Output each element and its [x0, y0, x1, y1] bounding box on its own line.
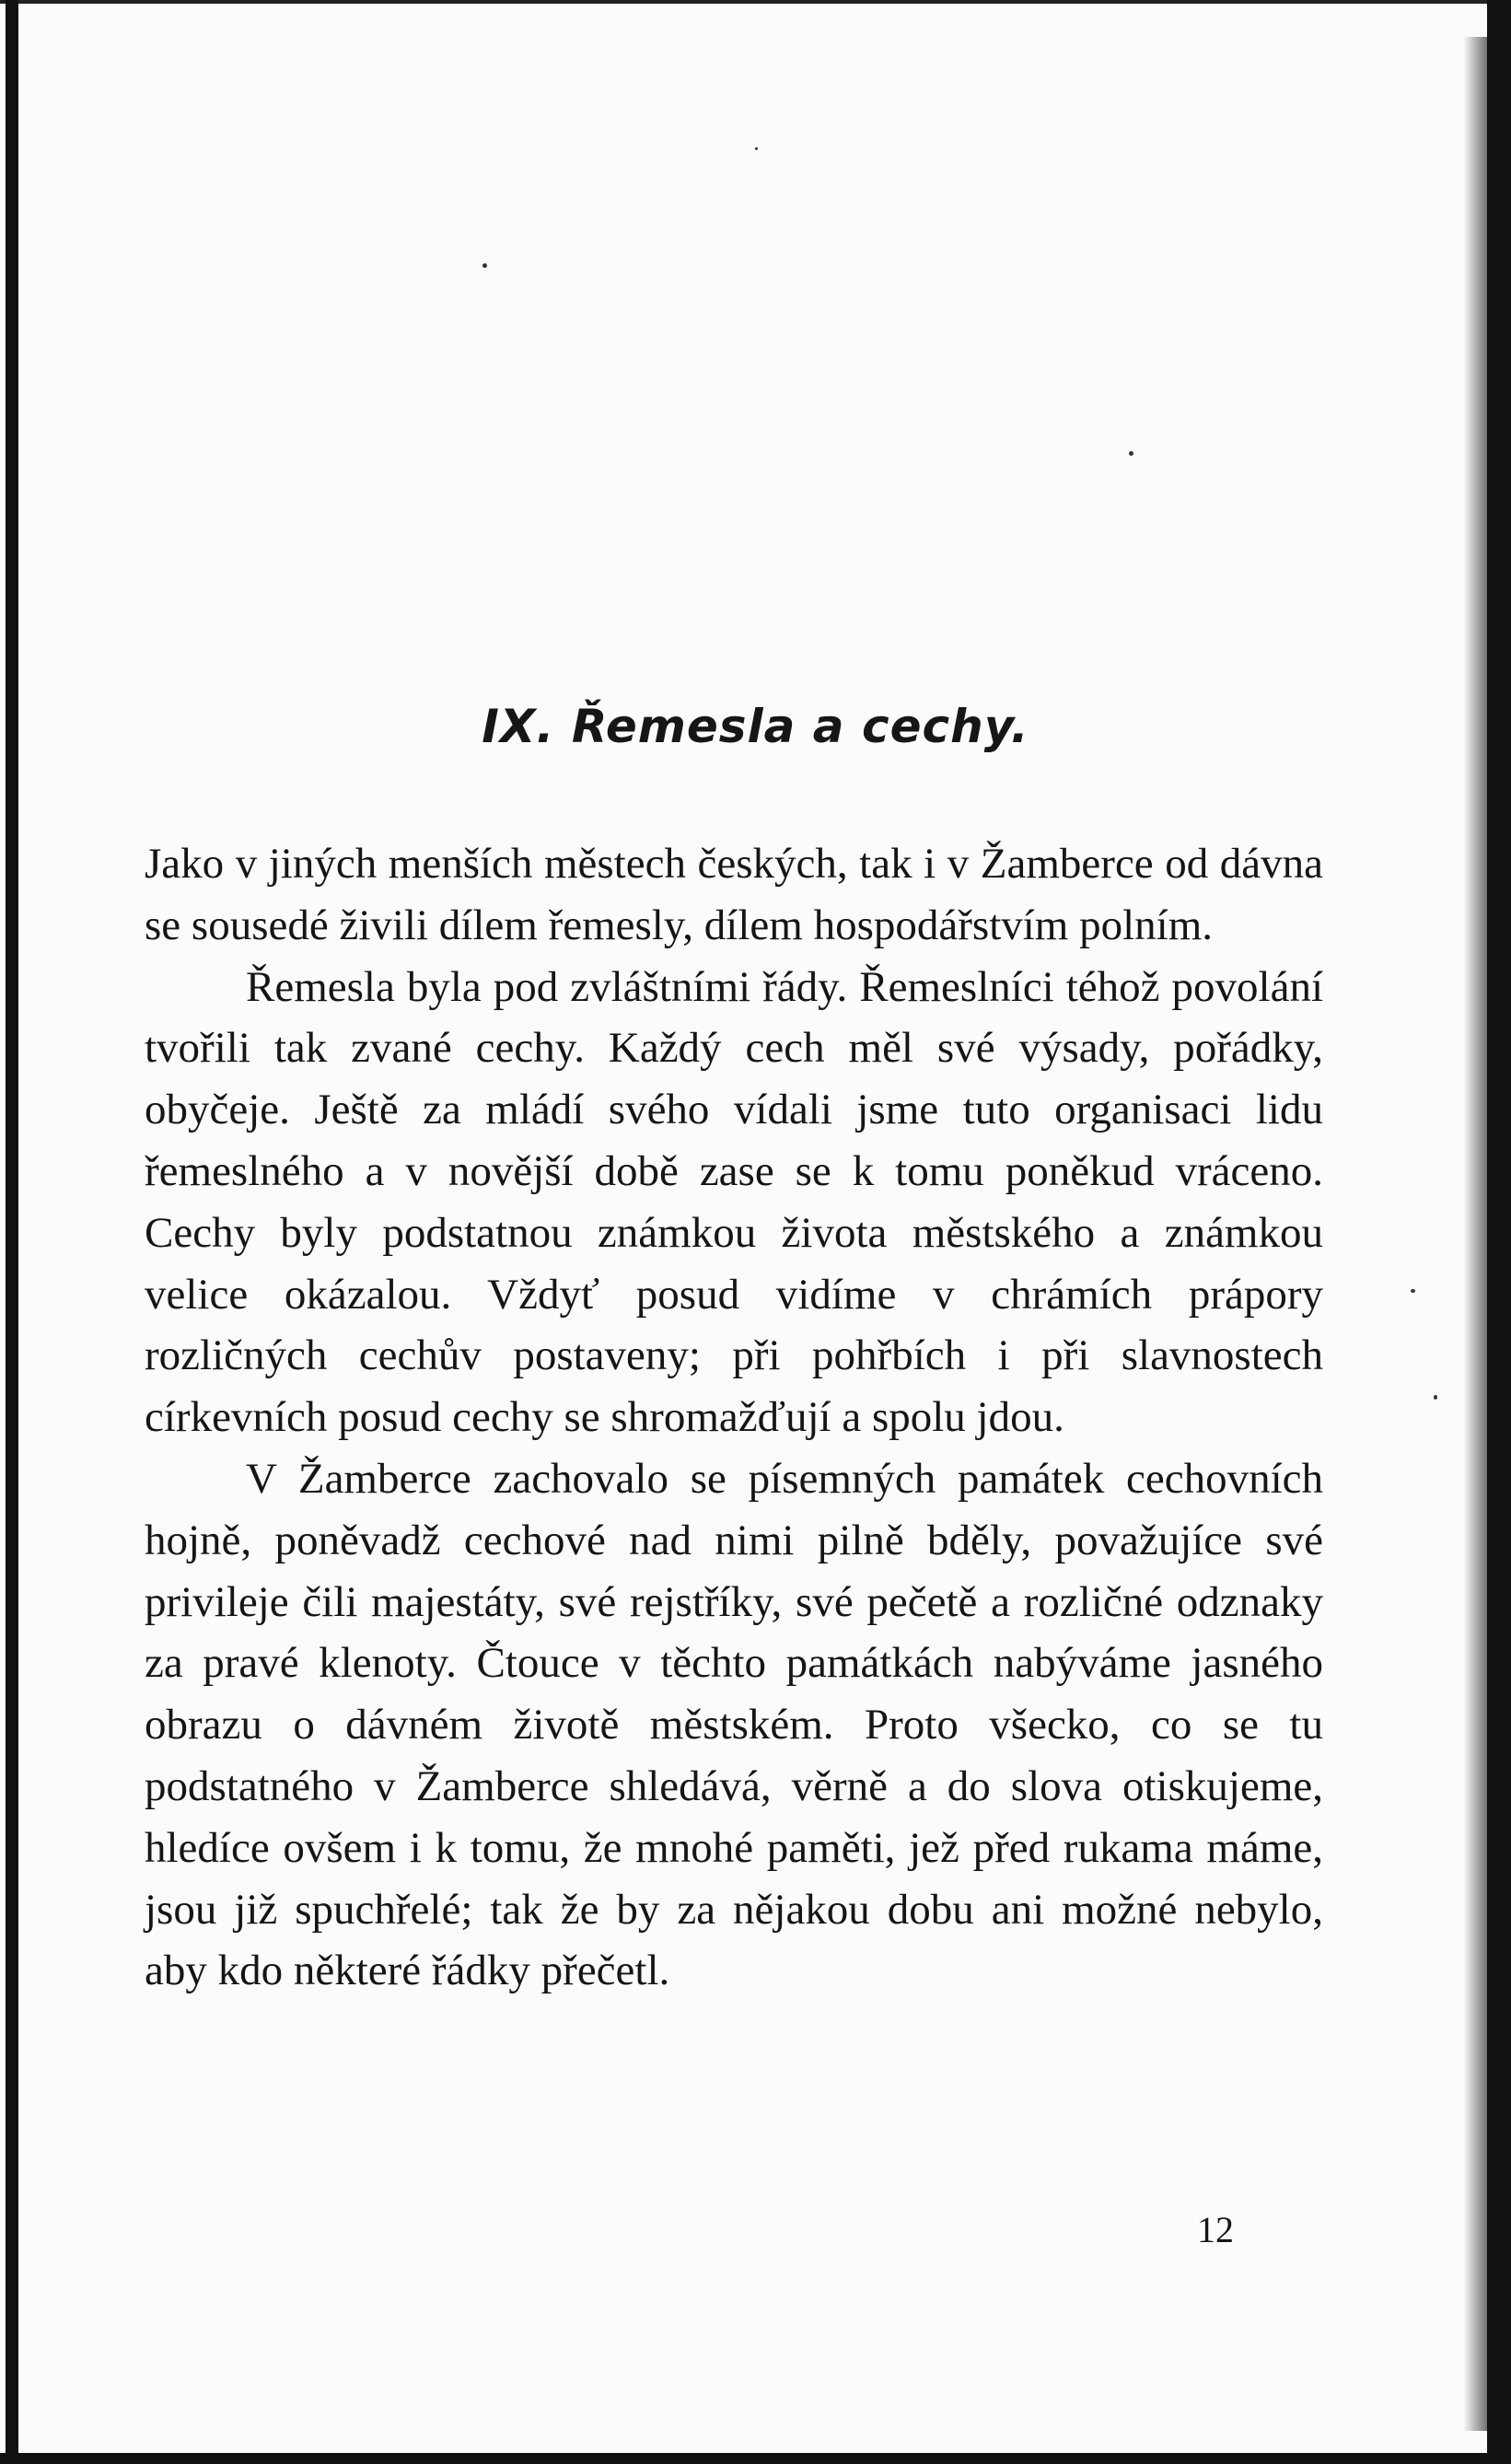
scan-edge-bottom — [0, 2453, 1511, 2464]
dust-speck — [1411, 1289, 1415, 1293]
dust-speck — [482, 263, 487, 268]
paragraph-3: V Žamberce zachovalo se písemných památek cechovních hojně, poněvadž cechové nad nimi pilně bděly, považujíce své privileje čili majestáty, své rejstříky, své pečetě a rozličné odznaky za pravé klenoty. Čtouce v těchto památkách nabýváme jasného obrazu o dávném životě městském. Proto všecko, co se tu podstatného v Žamberce shledává, věrně a do slova otiskujeme, hledíce ovšem i k tomu, že mnohé paměti, jež před rukama máme, jsou již spuchřelé; tak že by za nějakou dobu ani možné nebylo, aby kdo některé řádky přečetl. — [145, 1454, 1323, 1995]
dust-speck — [1129, 451, 1133, 456]
dust-speck — [1434, 1395, 1437, 1400]
body-text — [145, 833, 1323, 2002]
scan-edge-right-shadow — [1463, 37, 1487, 2431]
paragraph-1: Jako v jiných menších městech českých, tak i v Žamberce od dávna se sousedé živili dílem řemesly, dílem hospodářstvím polním. — [145, 840, 1323, 949]
scan-edge-top — [0, 0, 1511, 4]
chapter-title: IX. Řemesla a cechy. — [482, 700, 1029, 753]
scan-edge-left — [6, 0, 18, 2464]
scan-edge-right — [1487, 0, 1511, 2464]
page-number: 12 — [1197, 2209, 1234, 2250]
dust-speck — [755, 147, 758, 150]
paragraph-2: Řemesla byla pod zvláštními řády. Řemeslníci téhož povolání tvořili tak zvané cechy. Každý cech měl své výsady, pořádky, obyčeje. Ještě za mládí svého vídali jsme tuto organisaci lidu řemeslného a v novější době zase se k tomu poněkud vráceno. Cechy byly podstatnou známkou života městského a známkou velice okázalou. Vždyť posud vidíme v chrámích prápory rozličných cechův postaveny; při pohřbích i při slavnostech církevních posud cechy se shromažďují a spolu jdou. — [145, 962, 1323, 1442]
